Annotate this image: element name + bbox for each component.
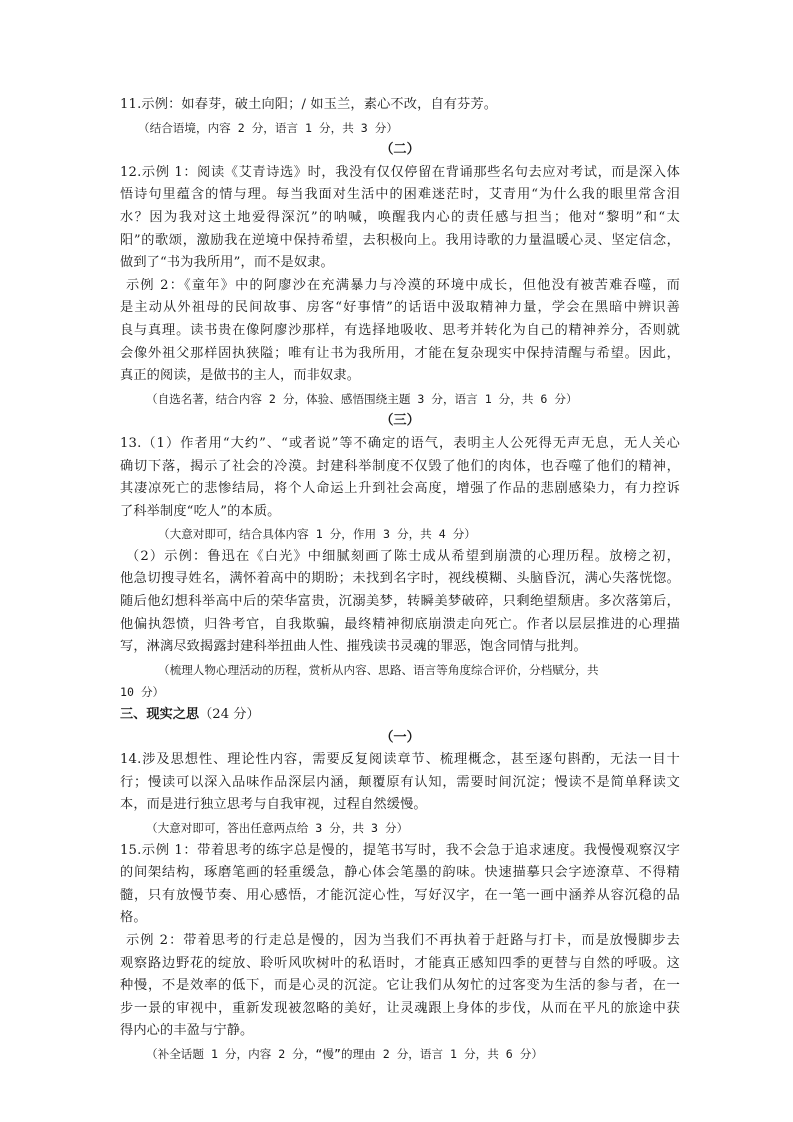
q15-example1-line: 15.示例 1：带着思考的练字总是慢的，提笔书写时，我不会急于追求速度。我慢慢观察汉字 bbox=[120, 842, 680, 858]
q12-line: 悟诗句里蕴含的情与理。每当我面对生活中的困难迷茫时，艾青用“为什么我的眼里常含泪 bbox=[120, 187, 680, 203]
q13-part1-line: 确切下落，揭示了社会的冷漠。封建科举制度不仅毁了他们的肉体，也吞噬了他们的精神， bbox=[120, 458, 680, 474]
q13-part2-line: 他偏执怨愤，归咎考官，自我欺骗，最终精神彻底崩溃走向死亡。作者以层层推进的心理描 bbox=[120, 616, 680, 632]
q14-line: 行；慢读可以深入品味作品深层内涵，颠覆原有认知，需要时间沉淀；慢读不是简单释读文 bbox=[120, 774, 680, 790]
q15-example2-line: 种慢，不是效率的低下，而是心灵的沉淀。它让我们从匆忙的过客变为生活的参与者，在一 bbox=[120, 978, 680, 994]
q13-part2-scoring-note: （梳理人物心理活动的历程，赏析从内容、思路、语言等角度综合评价，分档赋分，共 bbox=[158, 662, 599, 677]
q12-scoring-note: （自选名著，结合内容 2 分，体验、感悟围绕主题 3 分，语言 1 分，共 6 分） bbox=[146, 391, 578, 406]
q12-line: 做到了“书为我所用”，而不是奴隶。 bbox=[120, 255, 334, 271]
section-3-heading bbox=[120, 704, 680, 727]
q12-example2-line: 良与真理。读书贵在像阿廖沙那样，有选择地吸收、思考并转化为自己的精神养分，否则就 bbox=[120, 322, 680, 338]
q13-part2-line: 写，淋漓尽致揭露封建科举扭曲人性、摧残读书灵魂的罪恶，饱含同情与批判。 bbox=[120, 639, 587, 655]
q12-example2-line: 会像外祖父那样固执狭隘；唯有让书为我所用，才能在复杂现实中保持清醒与希望。因此， bbox=[120, 345, 680, 361]
q15-example2-line: 步一景的审视中，重新发现被忽略的美好，让灵魂跟上身体的步伐，从而在平凡的旅途中获 bbox=[120, 1000, 680, 1016]
q15-example1-line: 的间架结构，琢磨笔画的轻重缓急，静心体会笔墨的韵味。快速描摹只会字迹潦草、不得精 bbox=[120, 865, 680, 881]
q14-scoring-note: （大意对即可，答出任意两点给 3 分，共 3 分） bbox=[146, 821, 409, 835]
section-3-points: （24 分） bbox=[199, 707, 260, 723]
q13-part1-line: 13.（1）作者用“大约”、“或者说”等不确定的语气，表明主人公死得无声无息，无人关心 bbox=[120, 435, 680, 451]
q15-example2-line: 示例 2：带着思考的行走总是慢的，因为当我们不再执着于赶路与打卡，而是放慢脚步去 bbox=[126, 932, 680, 948]
q13-part1-line: 了科举制度“吃人”的本质。 bbox=[120, 503, 281, 519]
answer-page bbox=[120, 94, 680, 1066]
q13-part2-line: 他急切搜寻姓名，满怀着高中的期盼；未找到名字时，视线模糊、头脑昏沉，满心失落恍惚。 bbox=[120, 571, 680, 587]
q11-scoring-note: （结合语境，内容 2 分，语言 1 分，共 3 分） bbox=[138, 120, 398, 135]
q13-part2-line: （2）示例：鲁迅在《白光》中细腻刻画了陈士成从希望到崩溃的心理历程。放榜之初， bbox=[126, 548, 680, 564]
part-1-heading: （一） bbox=[380, 729, 420, 745]
q12-line: 阳”的歌颂，激励我在逆境中保持希望，去积极向上。我用诗歌的力量温暖心灵、坚定信念， bbox=[120, 232, 680, 248]
q15-example1-line: 格。 bbox=[120, 910, 147, 926]
q12-line: 水？因为我对这土地爱得深沉”的呐喊，唤醒我内心的责任感与担当；他对“黎明”和“太 bbox=[120, 209, 680, 225]
q14-line: 本，而是进行独立思考与自我审视，过程自然缓慢。 bbox=[120, 797, 427, 813]
q13-part2-scoring-note-cont: 10 分） bbox=[120, 685, 165, 700]
part-2-heading: （二） bbox=[380, 142, 420, 158]
q15-example2-line: 得内心的丰盈与宁静。 bbox=[120, 1023, 254, 1039]
q12-example2-line: 是主动从外祖母的民间故事、房客“好事情”的话语中汲取精神力量，学会在黑暗中辨识善 bbox=[120, 300, 680, 316]
q13-part1-line: 其凄凉死亡的悲惨结局，将个人命运上升到社会高度，增强了作品的悲剧感染力，有力控诉 bbox=[120, 481, 680, 497]
q14-line: 14.涉及思想性、理论性内容，需要反复阅读章节、梳理概念，甚至逐句斟酌，无法一目十 bbox=[120, 752, 680, 768]
q12-example2-line: 真正的阅读，是做书的主人，而非奴隶。 bbox=[120, 368, 361, 384]
section-3-title: 三、现实之思 bbox=[120, 707, 200, 723]
q15-example1-line: 髓，只有放慢节奏、用心感悟，才能沉淀心性，写好汉字，在一笔一画中涵养从容沉稳的品 bbox=[120, 887, 680, 903]
q11-answer: 11.示例：如春芽，破土向阳；/ 如玉兰，素心不改，自有芬芳。 bbox=[120, 97, 498, 112]
q15-example2-line: 观察路边野花的绽放、聆听风吹树叶的私语时，才能真正感知四季的更替与自然的呼吸。这 bbox=[120, 955, 680, 971]
q13-part1-scoring-note: （大意对即可，结合具体内容 1 分，作用 3 分，共 4 分） bbox=[158, 527, 476, 542]
part-3-heading: （三） bbox=[380, 413, 420, 429]
q13-part2-line: 随后他幻想科举高中后的荣华富贵，沉溺美梦，转瞬美梦破碎，只剩绝望颓唐。多次落第后， bbox=[120, 594, 680, 610]
q12-example2-line: 示例 2：《童年》中的阿廖沙在充满暴力与冷漠的环境中成长，但他没有被苦难吞噬，而 bbox=[126, 277, 680, 293]
q15-scoring-note: （补全话题 1 分，内容 2 分，“慢”的理由 2 分，语言 1 分，共 6 分） bbox=[146, 1046, 543, 1061]
q12-line: 12.示例 1：阅读《艾青诗选》时，我没有仅仅停留在背诵那些名句去应对考试，而是深入体 bbox=[120, 164, 680, 180]
